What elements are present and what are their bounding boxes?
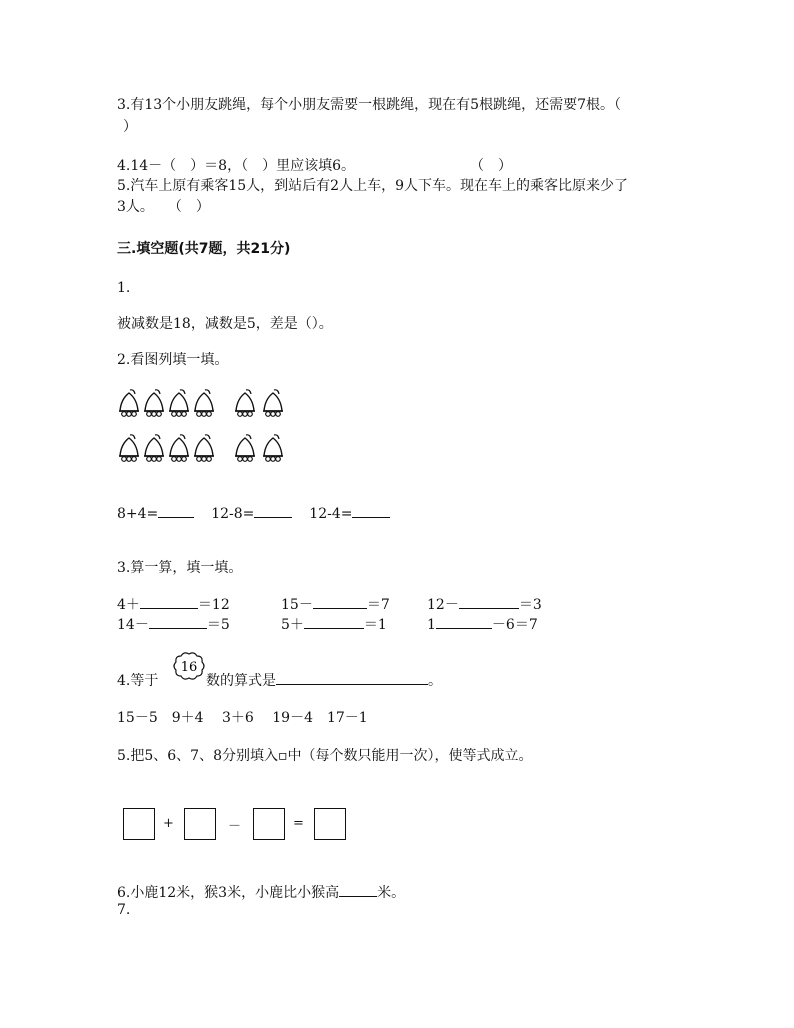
q3-r1c2-blank[interactable] — [313, 594, 367, 609]
q3-r2c3-right: －6＝7 — [491, 617, 538, 633]
bell-sprite-icon — [234, 434, 256, 464]
q5-minus: － — [228, 819, 242, 834]
bell-sprite-icon — [118, 389, 140, 419]
fill-q1-number: 1. — [117, 280, 131, 296]
fill-q3-text: 3.算一算，填一填。 — [117, 560, 243, 576]
q3-r2c3-blank[interactable] — [436, 614, 492, 629]
bell-sprite-icon — [143, 434, 165, 464]
judge-q4-paren: （ ） — [470, 158, 512, 174]
q3-r1c2-right: ＝7 — [366, 597, 390, 613]
judge-q5-line2: 3人。 （ ） — [117, 199, 210, 215]
q3-r1c2-left: 15－ — [281, 597, 313, 613]
q2-blank2[interactable] — [254, 503, 292, 518]
flower-number: 16 — [180, 660, 198, 675]
q5-answer-box-3[interactable] — [253, 808, 285, 840]
bell-sprite-icon — [168, 434, 190, 464]
bell-sprite-icon — [262, 389, 284, 419]
q5-answer-box-2[interactable] — [184, 808, 216, 840]
q6-blank[interactable] — [339, 882, 377, 897]
bell-sprite-icon — [118, 434, 140, 464]
q3-r1c3-left: 12－ — [427, 597, 459, 613]
judge-q3-line2: ） — [123, 119, 137, 135]
fill-q5-text: 5.把5、6、7、8分别填入▫中（每个数只能用一次），使等式成立。 — [117, 748, 533, 764]
q5-answer-box-4[interactable] — [314, 808, 346, 840]
bell-sprite-icon — [234, 389, 256, 419]
q3-r1c3 — [427, 594, 542, 614]
q3-r2c2 — [281, 614, 387, 634]
q3-r2c2-left: 5＋ — [281, 617, 304, 633]
judge-q5-line1: 5.汽车上原有乘客15人，到站后有2人上车，9人下车。现在车上的乘客比原来少了 — [117, 178, 628, 194]
q3-r2c3 — [427, 614, 538, 634]
q3-r2c2-blank[interactable] — [304, 614, 364, 629]
bell-sprite-icon — [143, 389, 165, 419]
bell-sprite-icon — [168, 389, 190, 419]
q2-eq1: 8+4= — [117, 506, 159, 522]
q3-r1c1-right: ＝12 — [197, 597, 230, 613]
q6-text: 6.小鹿12米，猴3米，小鹿比小猴高 — [117, 885, 340, 901]
section-title: 三.填空题(共7题，共21分) — [117, 241, 291, 257]
q2-eq2: 12-8= — [211, 506, 255, 522]
q3-r2c1-right: ＝5 — [206, 617, 230, 633]
fill-q2-equations — [117, 503, 390, 522]
q5-plus: + — [163, 816, 174, 831]
q3-r2c3-left: 1 — [427, 617, 436, 633]
q2-blank1[interactable] — [158, 503, 194, 518]
q3-r1c3-right: ＝3 — [518, 597, 542, 613]
q3-r1c1-left: 4＋ — [117, 597, 140, 613]
q2-blank3[interactable] — [352, 503, 390, 518]
q4-suffix-text: 数的算式是 — [206, 673, 276, 689]
fill-q4-suffix — [206, 670, 442, 690]
q3-r2c1-left: 14－ — [117, 617, 149, 633]
q6-unit: 米。 — [377, 885, 406, 901]
q5-equals: = — [293, 816, 304, 831]
bell-sprite-icon — [193, 434, 215, 464]
q3-r1c1-blank[interactable] — [140, 594, 198, 609]
fill-q2-text: 2.看图列填一填。 — [117, 352, 229, 368]
fill-q1-text: 被减数是18，减数是5，差是（）。 — [117, 316, 333, 332]
q2-eq3: 12-4= — [309, 506, 353, 522]
q3-r1c2 — [281, 594, 390, 614]
q3-r2c2-right: ＝1 — [363, 617, 387, 633]
q3-r1c3-blank[interactable] — [459, 594, 519, 609]
q4-end: 。 — [428, 673, 442, 689]
fill-q4-prefix: 4.等于 — [117, 673, 159, 689]
q5-answer-box-1[interactable] — [123, 808, 155, 840]
fill-q6 — [117, 882, 405, 902]
fill-q4-options: 15－5 9＋4 3＋6 19－4 17－1 — [117, 710, 368, 726]
q4-blank[interactable] — [276, 670, 428, 685]
judge-q4: 4.14－（ ）＝8，（ ）里应该填6。 — [117, 158, 355, 174]
q3-r2c1 — [117, 614, 230, 634]
fill-q7-number: 7. — [117, 902, 131, 918]
q3-r2c1-blank[interactable] — [149, 614, 207, 629]
q3-r1c1 — [117, 594, 230, 614]
bell-sprite-icon — [262, 434, 284, 464]
bell-sprite-icon — [193, 389, 215, 419]
judge-q3-line1: 3.有13个小朋友跳绳，每个小朋友需要一根跳绳，现在有5根跳绳，还需要7根。（ — [117, 97, 621, 113]
flower-icon — [172, 651, 206, 683]
